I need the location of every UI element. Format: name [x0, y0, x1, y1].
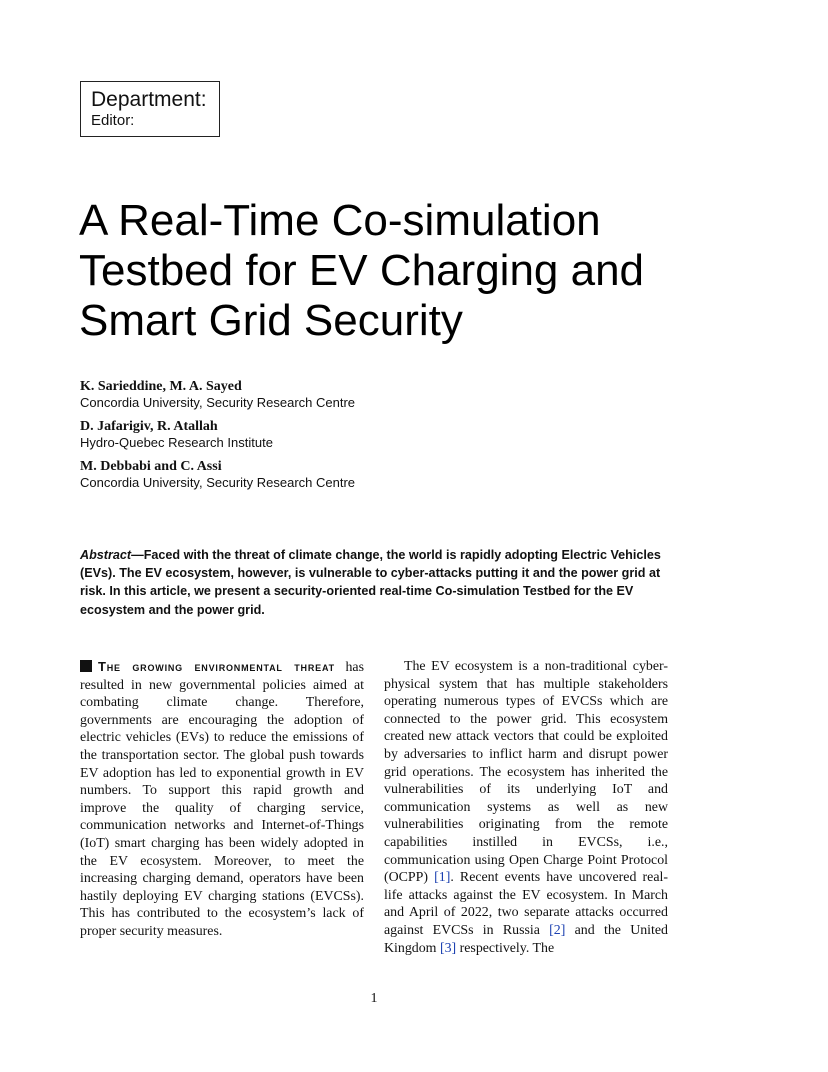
author-list	[80, 378, 500, 498]
author-names: D. Jafarigiv, R. Atallah	[80, 419, 218, 434]
abstract	[80, 546, 674, 619]
paragraph-text: . Recent events have uncovered real-life attacks against the EV ecosystem. In March and April of 2022, two separate attacks occurred against EVCSs in Russia	[384, 870, 668, 938]
author-group	[80, 458, 500, 491]
intro-paragraph	[80, 658, 364, 941]
paper-title: A Real-Time Co-simulation Testbed for EV Charging and Smart Grid Security	[79, 196, 645, 345]
citation-link-2[interactable]: [2]	[549, 922, 566, 938]
department-label: Department:	[91, 88, 207, 111]
paragraph-text: respectively. The	[456, 940, 555, 956]
abstract-label: Abstract	[80, 548, 132, 562]
body-column-right	[384, 658, 668, 957]
lead-in-text: The growing environmental threat	[98, 659, 335, 674]
author-affiliation: Concordia University, Security Research Centre	[80, 475, 356, 490]
section-marker-square-icon	[80, 660, 92, 672]
abstract-separator: —	[131, 548, 144, 562]
page-number: 1	[370, 991, 378, 1006]
author-names: K. Sarieddine, M. A. Sayed	[80, 379, 242, 394]
abstract-text: Faced with the threat of climate change, the world is rapidly adopting Electric Vehicles (EVs). The EV ecosystem, however, is vulnerable to cyber-attacks putting it and the power grid at risk. In this article, we present a security-oriented real-time Co-simulation Testbed for the EV ecosystem and the power grid.	[80, 548, 661, 617]
paragraph-text: The EV ecosystem is a non-traditional cyber-physical system that has multiple stakeholders operating numerous types of EVCSs which are connected to the power grid. This ecosystem created new attack vectors that could be exploited by adversaries to inflict harm and disrupt power grid operations. The ecosystem has inherited the vulnerabilities of its underlying IoT and communication systems as well as new vulnerabilities originating from the remote capabilities instilled in EVCSs, i.e., communication using Open Charge Point Protocol (OCPP)	[384, 659, 668, 886]
paragraph-text: and the United Kingdom	[384, 922, 669, 956]
author-group	[80, 378, 500, 411]
citation-link-3[interactable]: [3]	[439, 940, 457, 956]
paragraph-text: has resulted in new governmental policies aimed at combating climate change. Therefore, governments are encouraging the adoption of electric vehicles (EVs) to reduce the emissions of the transportation sector. The global push towards EV adoption has led to exponential growth in EV numbers. To support this rapid growth and improve the quality of charging service, communication networks and Internet-of-Things (IoT) smart charging has been widely adopted in the EV ecosystem. Moreover, to meet the increasing charging demand, operators have been hastily deploying EV charging stations (EVCSs). This has contributed to the ecosystem’s lack of proper security measures.	[80, 660, 364, 939]
body-column-left	[80, 658, 364, 941]
author-names: M. Debbabi and C. Assi	[80, 459, 222, 474]
department-editor-box	[80, 81, 220, 137]
author-affiliation: Hydro-Quebec Research Institute	[80, 435, 273, 450]
author-affiliation: Concordia University, Security Research Centre	[80, 395, 356, 410]
citation-link-1[interactable]: [1]	[434, 870, 451, 886]
body-paragraph	[384, 658, 668, 957]
author-group	[80, 418, 500, 451]
editor-label: Editor:	[91, 112, 135, 129]
